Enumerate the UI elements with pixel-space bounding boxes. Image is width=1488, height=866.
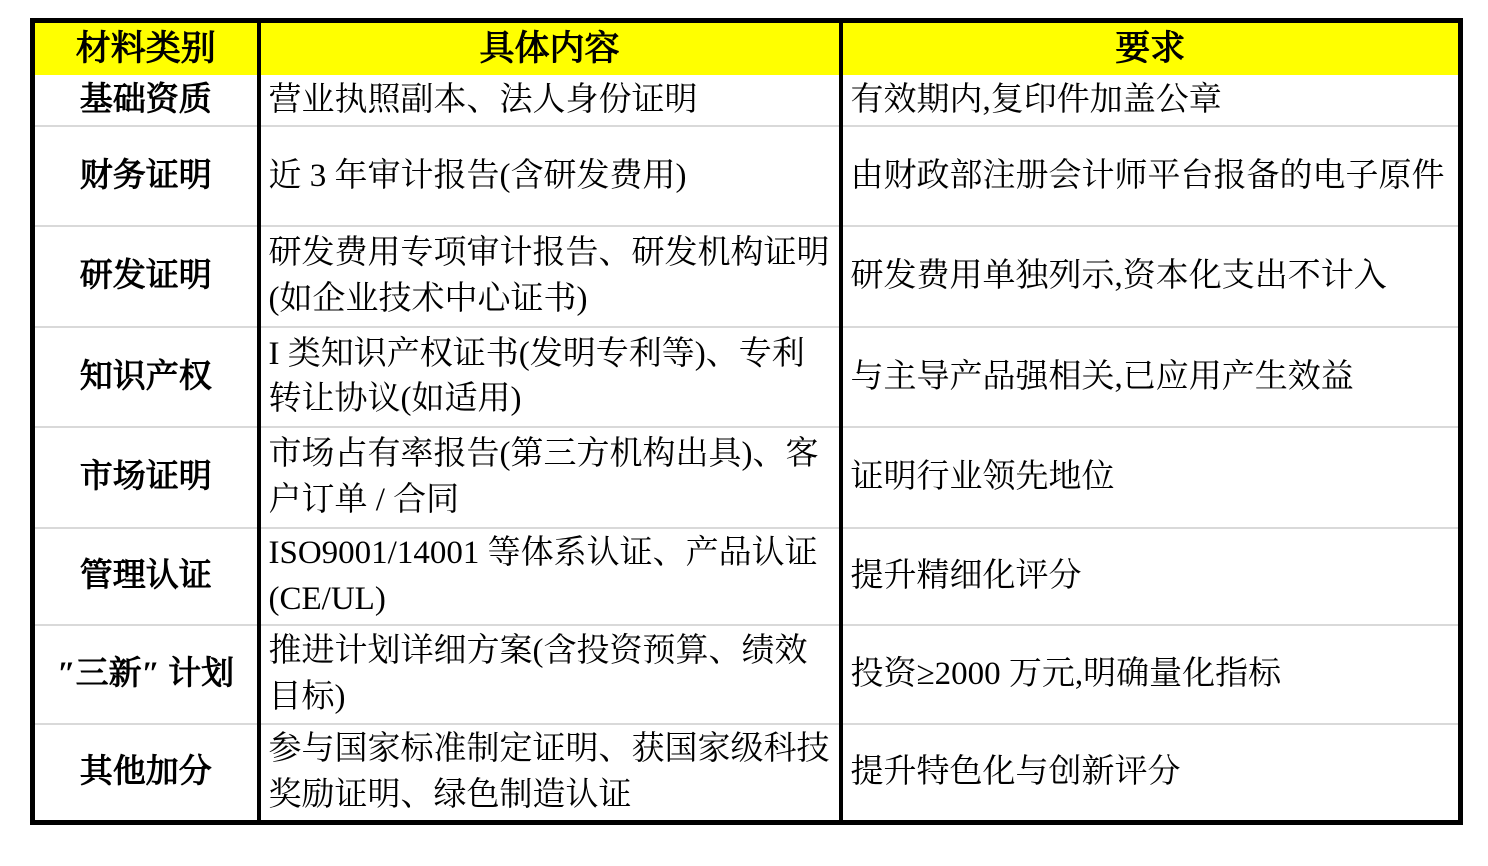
row-category: 其他加分 [33,724,259,823]
row-requirement: 提升精细化评分 [841,528,1461,625]
table-row [33,126,1461,226]
row-content: 营业执照副本、法人身份证明 [259,75,841,126]
table-row [33,75,1461,126]
header-category: 材料类别 [33,21,259,76]
row-category: 财务证明 [33,126,259,226]
table-row [33,528,1461,625]
row-content: 近 3 年审计报告(含研发费用) [259,126,841,226]
table-row [33,427,1461,528]
row-requirement: 由财政部注册会计师平台报备的电子原件 [841,126,1461,226]
row-content: I 类知识产权证书(发明专利等)、专利转让协议(如适用) [259,327,841,427]
header-row [33,21,1461,76]
row-category: 知识产权 [33,327,259,427]
materials-table [30,18,1463,825]
row-category: 管理认证 [33,528,259,625]
row-requirement: 证明行业领先地位 [841,427,1461,528]
table-row [33,327,1461,427]
row-requirement: 有效期内,复印件加盖公章 [841,75,1461,126]
table-row [33,625,1461,724]
header-requirement: 要求 [841,21,1461,76]
row-content: 推进计划详细方案(含投资预算、绩效目标) [259,625,841,724]
header-content: 具体内容 [259,21,841,76]
row-content: 参与国家标准制定证明、获国家级科技奖励证明、绿色制造认证 [259,724,841,823]
table-row [33,226,1461,327]
row-requirement: 投资≥2000 万元,明确量化指标 [841,625,1461,724]
row-content: 研发费用专项审计报告、研发机构证明(如企业技术中心证书) [259,226,841,327]
row-requirement: 研发费用单独列示,资本化支出不计入 [841,226,1461,327]
row-requirement: 与主导产品强相关,已应用产生效益 [841,327,1461,427]
row-category: 基础资质 [79,81,212,118]
row-content: 市场占有率报告(第三方机构出具)、客户订单 / 合同 [259,427,841,528]
row-category: 市场证明 [33,427,259,528]
row-requirement: 提升特色化与创新评分 [841,724,1461,823]
table-row [33,724,1461,823]
row-category: ″三新″ 计划 [33,625,259,724]
row-content: ISO9001/14001 等体系认证、产品认证(CE/UL) [259,528,841,625]
row-category: 研发证明 [33,226,259,327]
